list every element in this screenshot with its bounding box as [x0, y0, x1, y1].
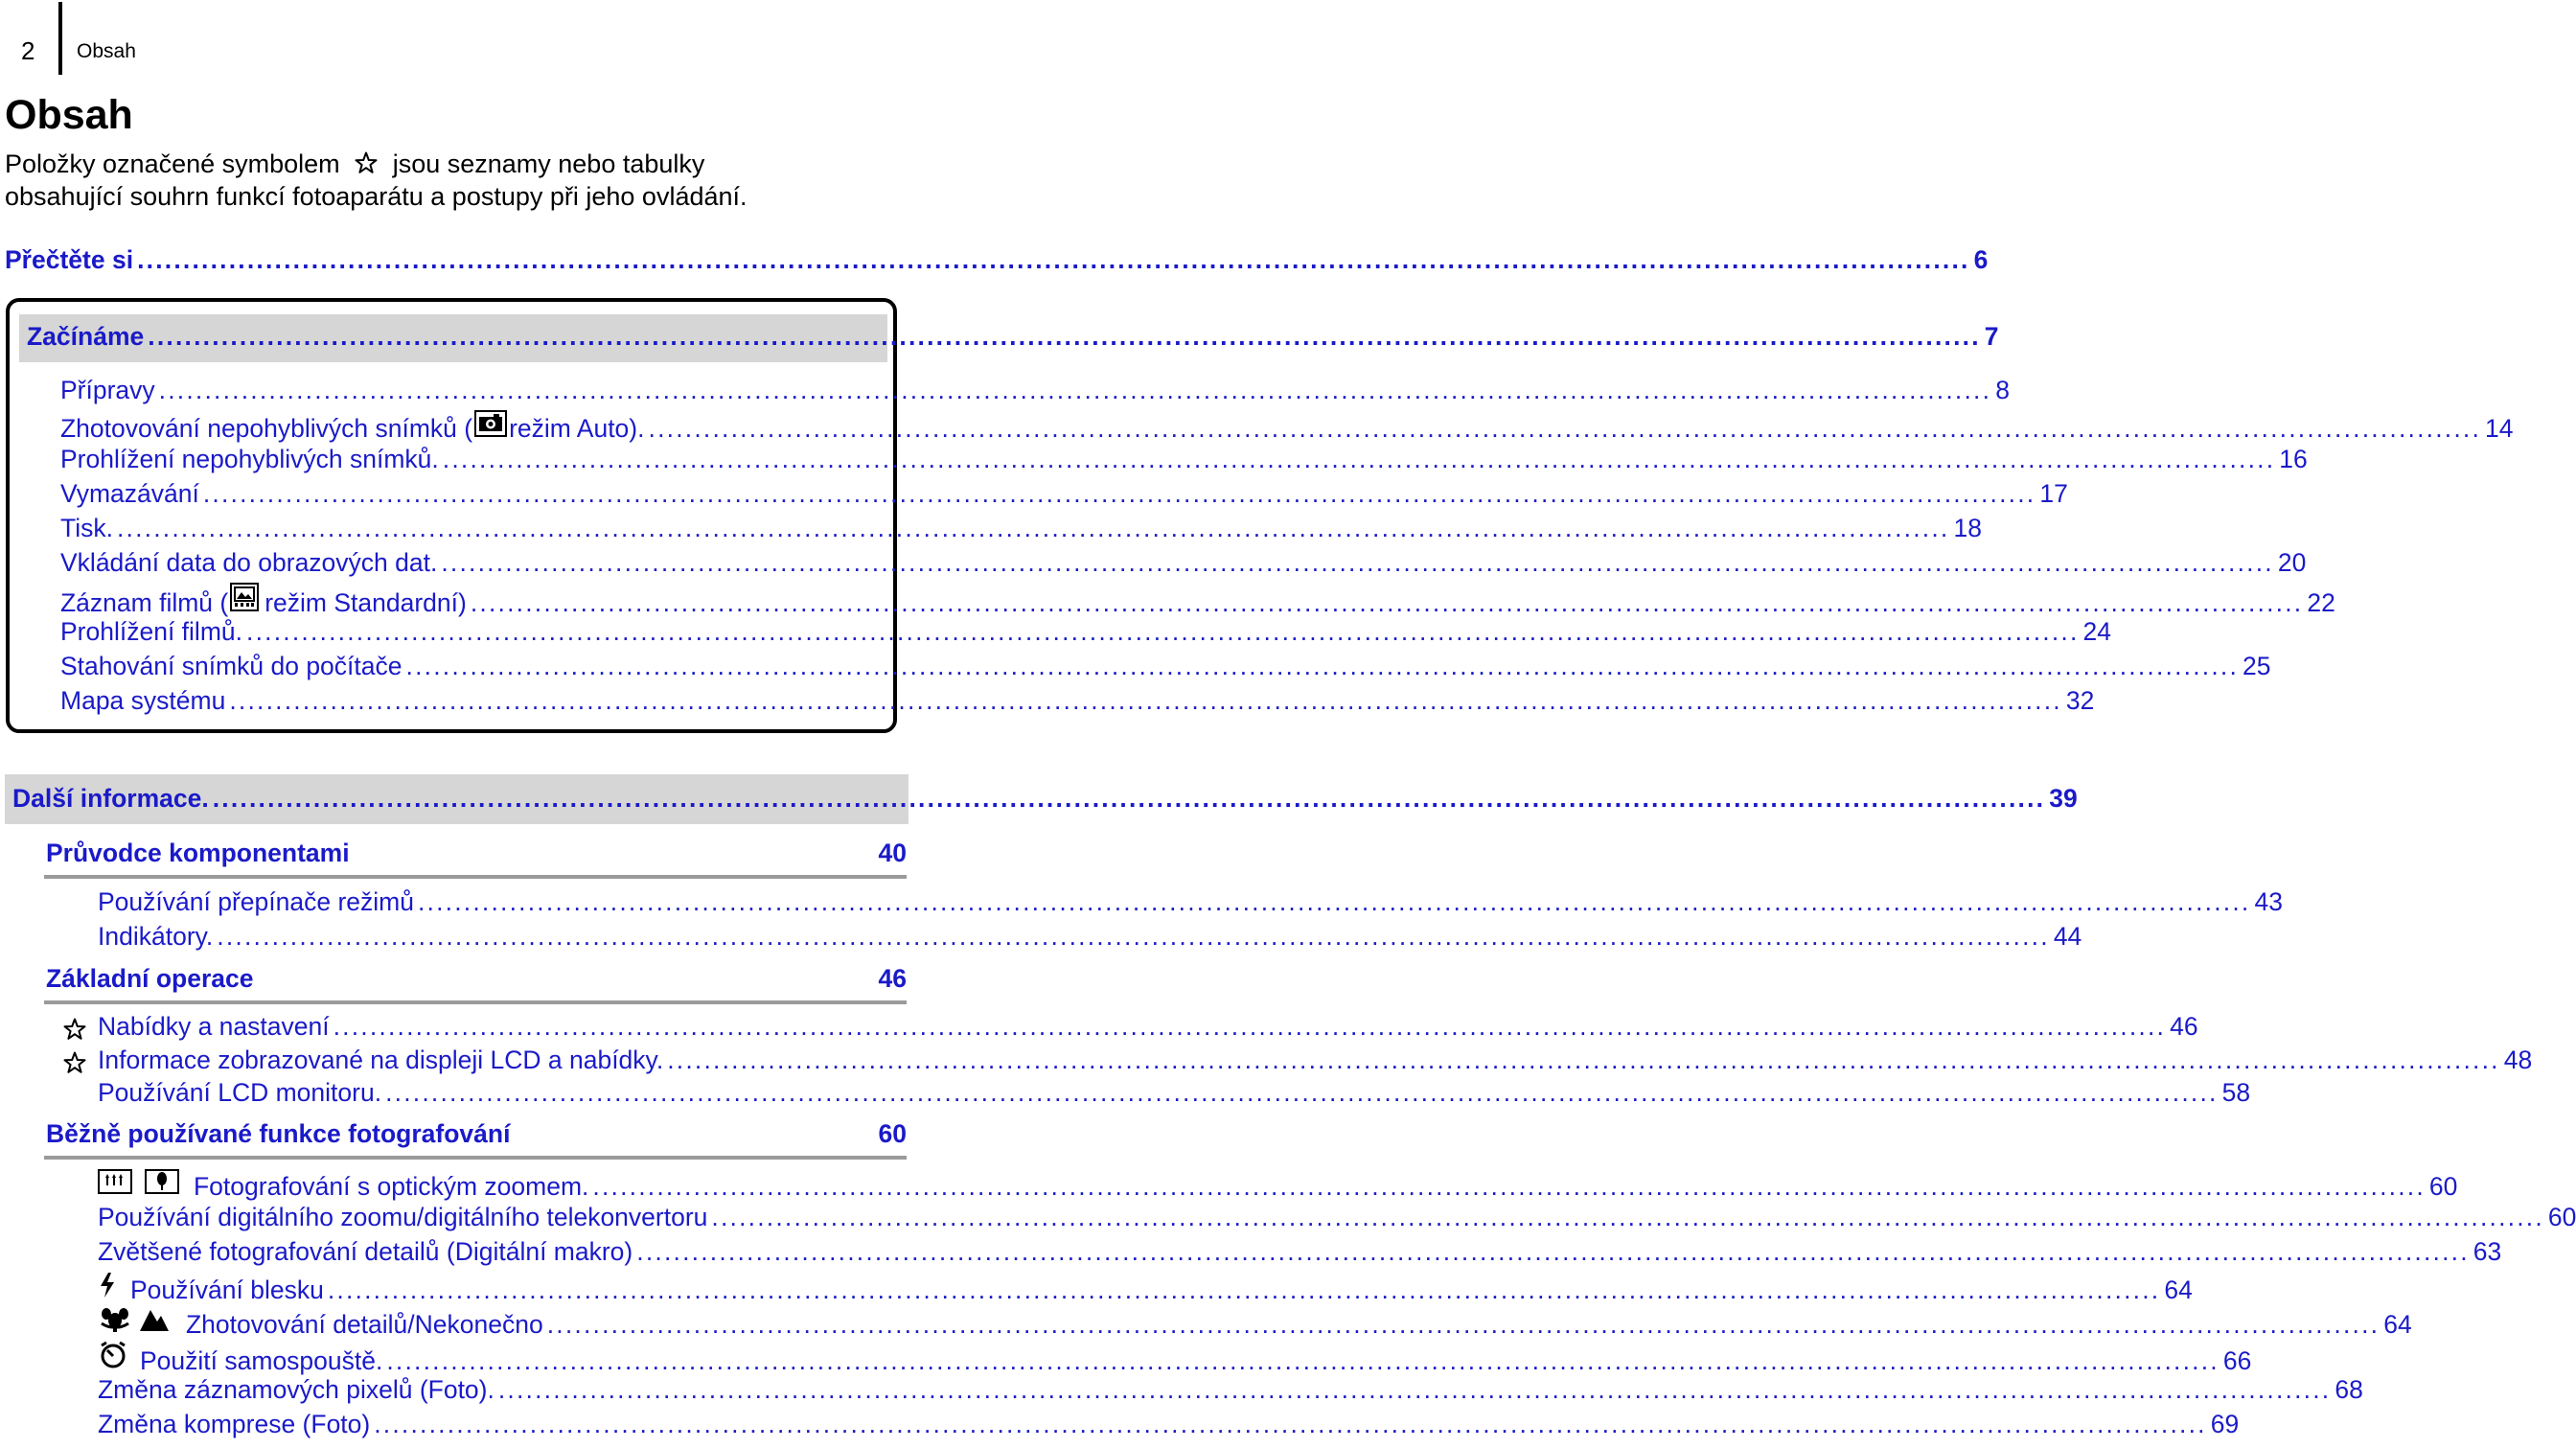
toc-label: Zvětšené fotografování detailů (Digitální makro) — [98, 1237, 633, 1266]
toc-label: Běžně používané funkce fotografování — [46, 1119, 511, 1148]
toc-page: 17 — [2039, 479, 2068, 508]
toc-label-after: režim Auto). — [509, 414, 645, 443]
toc-page: 63 — [2472, 1237, 2502, 1266]
toc-page: 6 — [1973, 245, 1989, 274]
toc-page: 48 — [2503, 1046, 2533, 1074]
toc-item[interactable] — [60, 376, 2010, 405]
toc-page: 64 — [2164, 1276, 2193, 1304]
toc-page: 16 — [2279, 445, 2308, 473]
section-rule — [44, 1000, 907, 1004]
intro-text-after: jsou seznamy nebo tabulky — [392, 149, 705, 178]
toc-label: Použití samospouště. — [140, 1346, 383, 1375]
toc-item[interactable] — [98, 887, 2283, 917]
toc-label: Změna záznamových pixelů (Foto). — [98, 1375, 494, 1404]
toc-label: Přípravy — [60, 376, 155, 404]
toc-item[interactable] — [98, 1078, 2251, 1108]
intro-text-before: Položky označené symbolem — [5, 149, 340, 178]
toc-leader: ........................................................................................................................................................................................................ — [116, 514, 1950, 542]
toc-label: Základní operace — [46, 964, 254, 993]
toc-page: 44 — [2053, 922, 2082, 951]
movie-standard-icon — [230, 583, 259, 611]
toc-leader: ........................................................................................................................................................................................................ — [636, 1237, 2470, 1266]
toc-label: Změna komprese (Foto) — [98, 1410, 371, 1438]
toc-leader: ........................................................................................................................................................................................................ — [202, 479, 2036, 508]
toc-page: 7 — [1984, 322, 1999, 351]
toc-page: 18 — [1953, 514, 1982, 542]
toc-label: Mapa systému — [60, 686, 226, 715]
toc-page: 8 — [1995, 376, 2010, 404]
toc-page: 68 — [2334, 1375, 2363, 1404]
toc-leader: ........................................................................................................................................................................................................ — [405, 652, 2240, 680]
toc-getting-started[interactable] — [27, 322, 1999, 352]
toc-label: Používání digitálního zoomu/digitálního telekonvertoru — [98, 1203, 708, 1231]
toc-item[interactable] — [60, 548, 2307, 578]
toc-item[interactable] — [60, 652, 2271, 681]
toc-label: Vymazávání — [60, 479, 199, 508]
toc-page: 46 — [878, 964, 907, 993]
toc-item[interactable] — [60, 479, 2068, 509]
toc-page: 25 — [2242, 652, 2271, 680]
page-number: 2 — [21, 36, 35, 65]
toc-leader: ........................................................................................................................................................................................................ — [217, 922, 2050, 951]
toc-label-before: Zhotovování nepohyblivých snímků ( — [60, 414, 473, 443]
toc-label: Používání LCD monitoru. — [98, 1078, 382, 1107]
toc-page: 46 — [2170, 1012, 2198, 1041]
toc-label: Stahování snímků do počítače — [60, 652, 402, 680]
intro-line-2: obsahující souhrn funkcí fotoaparátu a postupy při jeho ovládání. — [5, 182, 748, 211]
toc-label: Nabídky a nastavení — [98, 1012, 330, 1041]
self-timer-icon — [98, 1341, 128, 1369]
toc-page: 60 — [878, 1119, 907, 1148]
toc-item[interactable] — [98, 1168, 2458, 1202]
toc-leader: ........................................................................................................................................................................................................ — [158, 376, 1992, 404]
zoom-wide-tele-icon — [98, 1168, 180, 1195]
toc-item[interactable] — [98, 1306, 2412, 1340]
toc-leader: ........................................................................................................................................................................................................ — [148, 322, 1981, 351]
toc-page: 58 — [2221, 1078, 2251, 1107]
toc-components[interactable] — [46, 839, 907, 868]
toc-leader: ........................................................................................................................................................................................................ — [229, 686, 2062, 715]
toc-label: Začínáme — [27, 322, 145, 351]
toc-label: Průvodce komponentami — [46, 839, 350, 867]
toc-leader: ........................................................................................................................................................................................................ — [711, 1203, 2544, 1231]
toc-item[interactable] — [98, 1012, 2198, 1042]
toc-label: Prohlížení nepohyblivých snímků. — [60, 445, 439, 473]
toc-item[interactable] — [98, 1203, 2576, 1232]
toc-item[interactable] — [98, 922, 2082, 952]
toc-leader: ........................................................................................................................................................................................................ — [546, 1310, 2380, 1339]
toc-more-info[interactable] — [12, 784, 2078, 814]
toc-label: Indikátory. — [98, 922, 214, 951]
star-icon — [63, 1018, 86, 1041]
toc-label: Přečtěte si — [5, 245, 134, 274]
toc-page: 60 — [2547, 1203, 2576, 1231]
toc-leader: ........................................................................................................................................................................................................ — [442, 445, 2276, 473]
toc-page: 14 — [2485, 414, 2514, 443]
toc-page: 22 — [2307, 588, 2335, 617]
toc-label: Zhotovování detailů/Nekonečno — [186, 1310, 543, 1339]
flash-icon — [98, 1272, 117, 1299]
toc-leader: ........................................................................................................................................................................................................ — [417, 887, 2251, 916]
toc-item[interactable] — [98, 1237, 2502, 1267]
toc-item[interactable] — [98, 1410, 2240, 1439]
toc-page: 24 — [2082, 617, 2111, 646]
toc-leader: ........................................................................................................................................................................................................ — [441, 548, 2274, 577]
toc-label: Tisk. — [60, 514, 113, 542]
toc-leader: ........................................................................................................................................................................................................ — [333, 1012, 2167, 1041]
toc-page: 69 — [2210, 1410, 2240, 1438]
toc-leader: ........................................................................................................................................................................................................ — [385, 1078, 2219, 1107]
macro-infinity-icon — [98, 1306, 171, 1333]
toc-leader: ........................................................................................................................................................................................................ — [327, 1276, 2161, 1304]
toc-leader: ........................................................................................................................................................................................................ — [648, 414, 2482, 443]
header-section: Obsah — [77, 40, 136, 62]
toc-leader: ........................................................................................................................................................................................................ — [497, 1375, 2332, 1404]
toc-page: 20 — [2277, 548, 2307, 577]
toc-page: 40 — [878, 839, 907, 867]
toc-leader: ........................................................................................................................................................................................................ — [470, 588, 2304, 617]
toc-page: 66 — [2222, 1346, 2252, 1375]
toc-label: Prohlížení filmů. — [60, 617, 242, 646]
section-rule — [44, 875, 907, 879]
toc-item[interactable] — [60, 617, 2111, 647]
toc-item[interactable] — [98, 1272, 2193, 1305]
toc-label: Další informace. — [12, 784, 209, 813]
intro-line-1 — [5, 149, 704, 179]
toc-basic[interactable] — [46, 964, 907, 994]
toc-item[interactable] — [60, 514, 1982, 543]
section-rule — [44, 1156, 907, 1160]
toc-leader: ........................................................................................................................................................................................................ — [667, 1046, 2500, 1074]
toc-read-first[interactable] — [5, 245, 1989, 275]
toc-leader: ........................................................................................................................................................................................................ — [386, 1346, 2220, 1375]
toc-item[interactable] — [98, 1341, 2252, 1376]
toc-label-after: režim Standardní) — [264, 588, 467, 617]
toc-label: Informace zobrazované na displeji LCD a nabídky. — [98, 1046, 664, 1074]
toc-label-before: Záznam filmů ( — [60, 588, 229, 617]
toc-item[interactable] — [60, 583, 2335, 618]
toc-leader: ........................................................................................................................................................................................................ — [246, 617, 2080, 646]
toc-item[interactable] — [60, 445, 2308, 474]
toc-leader: ........................................................................................................................................................................................................ — [374, 1410, 2207, 1438]
toc-leader: ........................................................................................................................................................................................................ — [592, 1172, 2426, 1201]
toc-leader: ........................................................................................................................................................................................................ — [137, 245, 1970, 274]
toc-leader: ........................................................................................................................................................................................................ — [212, 784, 2046, 813]
toc-label: Používání přepínače režimů — [98, 887, 414, 916]
page-title: Obsah — [5, 92, 133, 138]
toc-item[interactable] — [60, 686, 2095, 716]
toc-page: 39 — [2049, 784, 2078, 813]
toc-page: 60 — [2428, 1172, 2458, 1201]
toc-item[interactable] — [60, 410, 2514, 444]
toc-item[interactable] — [98, 1046, 2533, 1075]
toc-label: Fotografování s optickým zoomem. — [194, 1172, 589, 1201]
star-icon — [355, 151, 378, 174]
camera-auto-icon — [474, 410, 507, 437]
star-icon — [63, 1051, 86, 1074]
toc-label: Vkládání data do obrazových dat. — [60, 548, 438, 577]
toc-label: Používání blesku — [130, 1276, 324, 1304]
header-divider — [58, 2, 62, 75]
toc-page: 32 — [2065, 686, 2095, 715]
toc-shooting[interactable] — [46, 1119, 907, 1149]
toc-item[interactable] — [98, 1375, 2363, 1405]
toc-page: 64 — [2383, 1310, 2412, 1339]
toc-page: 43 — [2254, 887, 2283, 916]
